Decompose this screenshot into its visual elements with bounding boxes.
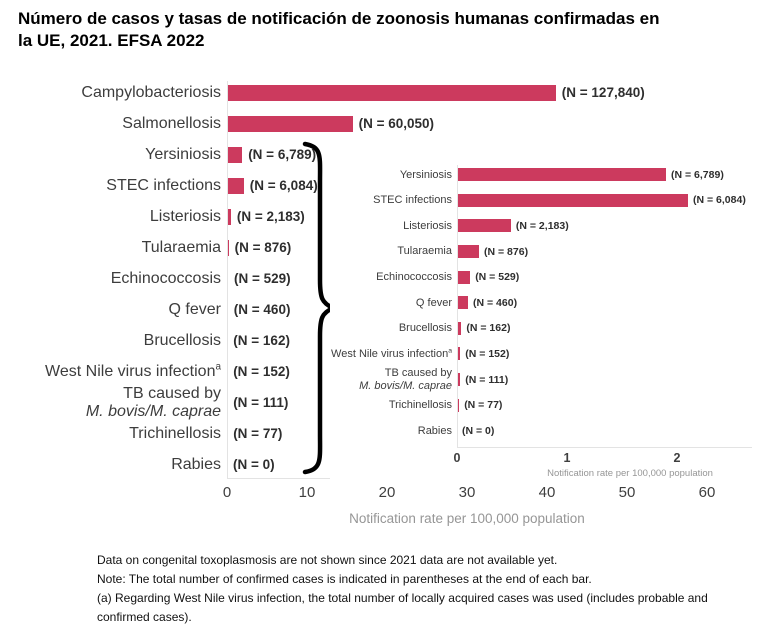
- x-tick-label: 50: [618, 484, 636, 501]
- x-tick-label: 20: [378, 484, 396, 501]
- chart-row: [330, 239, 768, 265]
- category-name: Echinococcosis: [376, 271, 452, 284]
- count-label: (N = 60,050): [358, 116, 435, 131]
- bar-plot: [227, 395, 288, 411]
- bar-plot: [227, 85, 645, 101]
- category-name: Trichinellosis: [129, 424, 221, 442]
- chart-row: [330, 188, 768, 214]
- category-name: Brucellosis: [398, 322, 452, 335]
- footnote-line: Note: The total number of confirmed cases is indicated in parentheses at the end of each bar.: [97, 571, 592, 586]
- category-label-text: [145, 146, 221, 163]
- bar: [457, 245, 479, 258]
- x-tick-label: 0: [453, 451, 461, 465]
- category-label-text: [403, 220, 452, 232]
- category-name: Q fever: [415, 296, 452, 309]
- title-line-2: la UE, 2021. EFSA 2022: [18, 31, 205, 51]
- count-label: (N = 6,789): [248, 147, 317, 162]
- bar-plot: [227, 240, 291, 256]
- category-label-text: [81, 84, 221, 101]
- bar-plot: [227, 271, 291, 287]
- bar-plot: [457, 373, 508, 386]
- count-label: (N = 2,183): [515, 219, 569, 232]
- category-label: [330, 322, 452, 334]
- category-name: Tularaemia: [397, 245, 452, 258]
- category-label: [330, 348, 452, 360]
- count-label: (N = 152): [465, 347, 510, 360]
- category-name: Tularaemia: [141, 238, 221, 256]
- count-label: (N = 529): [475, 271, 520, 284]
- bar-plot: [227, 333, 290, 349]
- chart-row: [330, 418, 768, 444]
- inset-y-axis-line: [457, 165, 458, 448]
- category-label: [18, 270, 221, 287]
- category-label: [18, 239, 221, 256]
- category-label: [330, 169, 452, 181]
- chart-row: [330, 213, 768, 239]
- count-label: (N = 876): [484, 245, 529, 258]
- bar: [457, 271, 470, 284]
- category-label-text: [106, 177, 221, 194]
- category-label: [330, 399, 452, 411]
- bar-plot: [457, 194, 746, 207]
- bar: [227, 85, 556, 101]
- category-label: [18, 115, 221, 132]
- category-label-text: [150, 208, 221, 225]
- count-label: (N = 77): [233, 426, 283, 441]
- bar: [227, 116, 353, 132]
- footnotes: [97, 551, 759, 627]
- category-name: Brucellosis: [143, 331, 221, 349]
- category-label-text: [86, 385, 221, 420]
- chart-row: [330, 264, 768, 290]
- category-label: [330, 194, 452, 206]
- chart-row: [330, 162, 768, 188]
- footnote-marker: a: [448, 347, 452, 355]
- category-label-text: [45, 363, 221, 380]
- chart-row: [330, 392, 768, 418]
- category-name: STEC infections: [373, 194, 452, 207]
- count-label: (N = 876): [234, 240, 292, 255]
- category-name: Campylobacteriosis: [81, 83, 221, 101]
- x-tick-label: 1: [563, 451, 571, 465]
- title-line-1: Número de casos y tasas de notificación de zoonosis humanas confirmadas en: [18, 9, 660, 28]
- bar-plot: [457, 322, 510, 335]
- inset-chart-rows: [330, 162, 768, 444]
- category-name: Listeriosis: [403, 219, 452, 232]
- chart-row: [18, 77, 763, 108]
- count-label: (N = 152): [233, 364, 290, 379]
- figure-title: [18, 8, 758, 53]
- category-label-text: [142, 239, 221, 256]
- category-name: TB caused by: [384, 367, 452, 380]
- bar: [457, 296, 468, 309]
- count-label: (N = 111): [233, 395, 289, 410]
- bar-plot: [457, 296, 517, 309]
- bar: [457, 194, 688, 207]
- bar: [227, 147, 242, 163]
- category-label-text: [416, 297, 452, 309]
- category-label-text: [399, 322, 452, 334]
- footnote-marker: a: [215, 361, 221, 373]
- bar-plot: [457, 168, 724, 181]
- category-label: [18, 84, 221, 101]
- category-name: Rabies: [417, 424, 452, 437]
- bar-plot: [227, 209, 305, 225]
- inset-x-axis-ticks: [453, 451, 717, 467]
- category-label-text: [400, 169, 452, 181]
- category-label-text: [144, 332, 221, 349]
- category-label-text: [373, 194, 452, 206]
- category-label: [330, 271, 452, 283]
- category-name: TB caused by: [123, 385, 221, 403]
- count-label: (N = 6,084): [693, 194, 746, 207]
- inset-x-axis-line: [457, 447, 752, 448]
- count-label: (N = 6,084): [249, 178, 318, 193]
- count-label: (N = 460): [473, 296, 518, 309]
- x-tick-label: 2: [673, 451, 681, 465]
- category-label-text: [171, 456, 221, 473]
- bar-plot: [227, 426, 282, 442]
- category-label: [330, 297, 452, 309]
- chart-row: [18, 108, 763, 139]
- category-name: Yersiniosis: [145, 145, 221, 163]
- bar-plot: [457, 271, 519, 284]
- category-label: [18, 332, 221, 349]
- main-y-axis-line: [227, 81, 228, 479]
- category-label: [18, 208, 221, 225]
- count-label: (N = 529): [234, 271, 291, 286]
- count-label: (N = 6,789): [671, 168, 724, 181]
- category-label-text: [389, 399, 452, 411]
- category-label-text: [359, 367, 452, 392]
- category-label: [330, 425, 452, 437]
- category-name: STEC infections: [106, 176, 221, 194]
- bar-plot: [457, 347, 509, 360]
- x-tick-label: 60: [698, 484, 716, 501]
- category-name: West Nile virus infection: [331, 347, 449, 360]
- category-name: Rabies: [171, 455, 221, 473]
- category-label-text: [331, 348, 452, 360]
- inset-x-axis-label: Notification rate per 100,000 population: [547, 468, 713, 479]
- category-label: [18, 177, 221, 194]
- category-label-text: [122, 115, 221, 132]
- count-label: (N = 162): [466, 322, 511, 335]
- category-label: [18, 146, 221, 163]
- count-label: (N = 111): [465, 373, 509, 386]
- category-name: Salmonellosis: [122, 114, 221, 132]
- category-name: West Nile virus infection: [45, 362, 216, 380]
- footnote-line: Data on congenital toxoplasmosis are not shown since 2021 data are not available yet.: [97, 553, 558, 567]
- main-x-axis-ticks: [222, 484, 717, 504]
- chart-row: [330, 290, 768, 316]
- bar-plot: [227, 302, 290, 318]
- count-label: (N = 2,183): [236, 209, 305, 224]
- x-tick-label: 30: [458, 484, 476, 501]
- bar-plot: [227, 364, 290, 380]
- category-label-text: [129, 425, 221, 442]
- category-label: [18, 385, 221, 420]
- count-label: (N = 460): [233, 302, 291, 317]
- category-label-text: [397, 245, 452, 257]
- bar-plot: [457, 219, 569, 232]
- main-x-axis-label: Notification rate per 100,000 population: [349, 511, 585, 526]
- bar-plot: [227, 457, 275, 472]
- category-name: Echinococcosis: [110, 269, 221, 287]
- inset-chart: [330, 162, 768, 482]
- category-label: [18, 456, 221, 473]
- bar-plot: [227, 116, 434, 132]
- category-name-italic: M. bovis/M. caprae: [359, 379, 452, 392]
- bar-plot: [457, 399, 502, 412]
- category-label-text: [111, 270, 221, 287]
- category-name: Q fever: [168, 300, 221, 318]
- bar: [457, 219, 511, 232]
- category-name: Yersiniosis: [399, 168, 452, 181]
- count-label: (N = 77): [464, 399, 503, 412]
- category-label: [330, 220, 452, 232]
- bar: [227, 178, 244, 194]
- count-label: (N = 127,840): [561, 85, 645, 100]
- bar-plot: [457, 245, 528, 258]
- category-label-text: [376, 271, 452, 283]
- count-label: (N = 0): [462, 424, 495, 437]
- category-name-italic: M. bovis/M. caprae: [85, 402, 221, 420]
- footnote-line: (a) Regarding West Nile virus infection, the total number of locally acquired cases was used (includes probable and confirmed cases).: [97, 590, 708, 624]
- category-label: [18, 425, 221, 442]
- x-tick-label: 40: [538, 484, 556, 501]
- category-name: Trichinellosis: [388, 398, 452, 411]
- x-tick-label: 0: [222, 484, 232, 501]
- count-label: (N = 162): [233, 333, 290, 348]
- bar-plot: [457, 425, 494, 437]
- x-tick-label: 10: [298, 484, 316, 501]
- category-label: [18, 363, 221, 380]
- category-label-text: [418, 425, 452, 437]
- chart-row: [330, 367, 768, 393]
- count-label: (N = 0): [233, 457, 275, 472]
- category-label: [330, 367, 452, 392]
- bar: [457, 168, 666, 181]
- category-label-text: [169, 301, 221, 318]
- category-label: [330, 245, 452, 257]
- chart-row: [330, 341, 768, 367]
- category-name: Listeriosis: [149, 207, 221, 225]
- category-label: [18, 301, 221, 318]
- chart-row: [330, 316, 768, 342]
